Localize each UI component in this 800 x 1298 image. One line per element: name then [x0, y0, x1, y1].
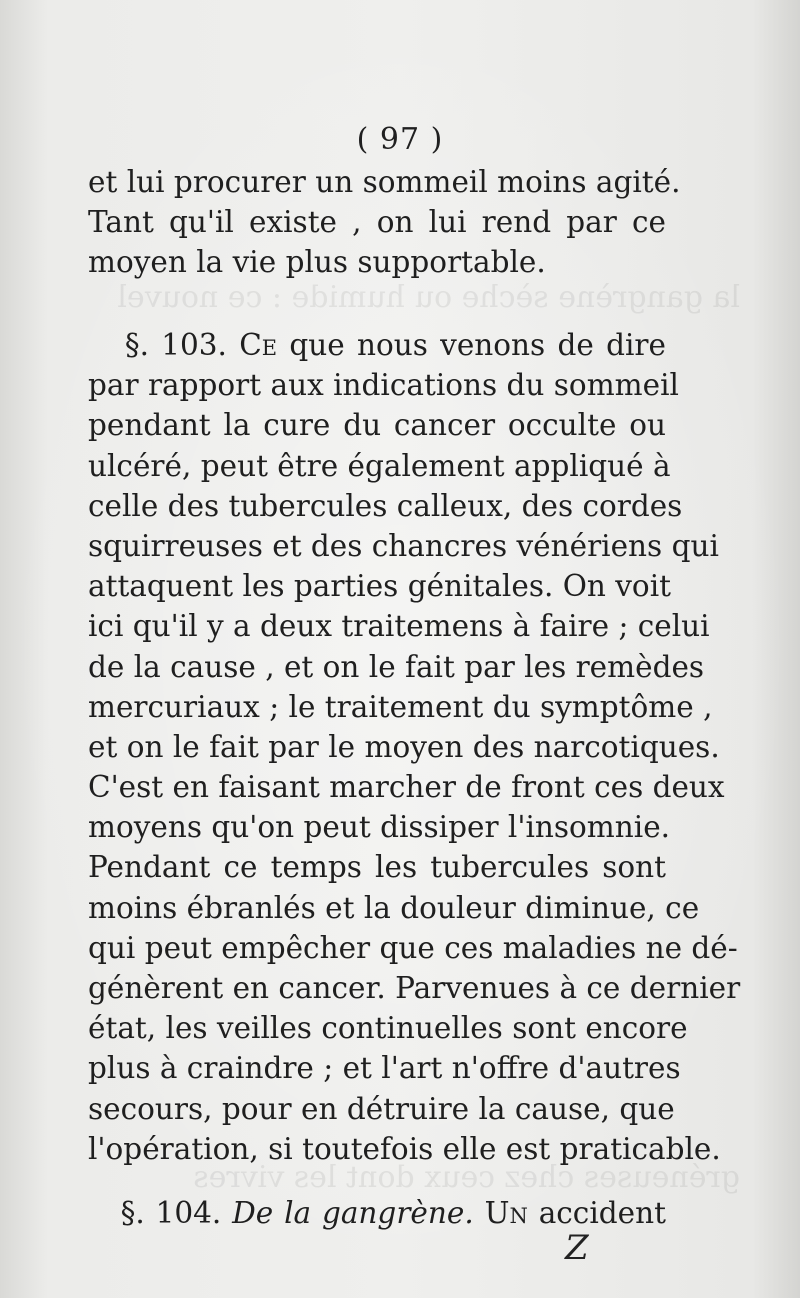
text-line: et lui procurer un sommeil moins agité. [88, 165, 681, 199]
text-fragment: accident [538, 1196, 666, 1230]
text-line: C'est en faisant marcher de front ces deux [88, 770, 725, 805]
lead-word: Un [484, 1196, 528, 1230]
text-line: génèrent en cancer. Parvenues à ce dernier [88, 971, 741, 1005]
text-line: moyen la vie plus supportable. [88, 245, 546, 280]
text-line: ulcéré, peut être également appliqué à [88, 448, 671, 483]
text-line: qui peut empêcher que ces maladies ne dé- [88, 930, 738, 965]
text-line: et on le fait par le moyen des narcotiques. [88, 729, 720, 764]
text-line: l'opération, si toutefois elle est praticable. [88, 1131, 721, 1166]
text-line: Tant qu'il existe , on lui rend par ce [88, 205, 666, 240]
paragraph-section-103 [88, 325, 741, 1169]
text-line: moins ébranlés et la douleur diminue, ce [88, 890, 700, 925]
section-number: §. 104. [120, 1196, 222, 1230]
text-line: état, les veilles continuelles sont encore [88, 1011, 688, 1046]
bleed-through-text: gréneuses chez ceux dont les vivres [193, 1160, 740, 1195]
paragraph-continued [88, 162, 681, 283]
signature-mark: Z [565, 1228, 589, 1268]
section-title: De la gangrène. [232, 1196, 474, 1230]
text-line: squirreuses et des chancres vénériens qui [88, 528, 719, 563]
text-line: mercuriaux ; le traitement du symptôme , [88, 689, 713, 724]
text-line: celle des tubercules calleux, des cordes [88, 488, 683, 523]
text-line: ici qu'il y a deux traitemens à faire ; celui [88, 609, 710, 644]
text-line-first [88, 325, 666, 365]
text-line: moyens qu'on peut dissiper l'insomnie. [88, 810, 671, 845]
text-line: secours, pour en détruire la cause, que [88, 1091, 675, 1126]
lead-word: Ce [239, 328, 278, 362]
page-number: ( 97 ) [356, 122, 444, 157]
text-fragment: que nous venons de dire [289, 328, 666, 362]
bleed-through-text: la gangrène sèche ou humide : ce nouvel [117, 280, 740, 315]
text-line: de la cause , et on le fait par les remèdes [88, 649, 705, 684]
text-line: Pendant ce temps les tubercules sont [88, 850, 666, 885]
text-line: pendant la cure du cancer occulte ou [88, 408, 666, 443]
text-line: plus à craindre ; et l'art n'offre d'autres [88, 1051, 681, 1086]
text-line: par rapport aux indications du sommeil [88, 368, 679, 403]
text-line: attaquent les parties génitales. On voit [88, 569, 671, 604]
section-number: §. 103. [124, 328, 227, 362]
